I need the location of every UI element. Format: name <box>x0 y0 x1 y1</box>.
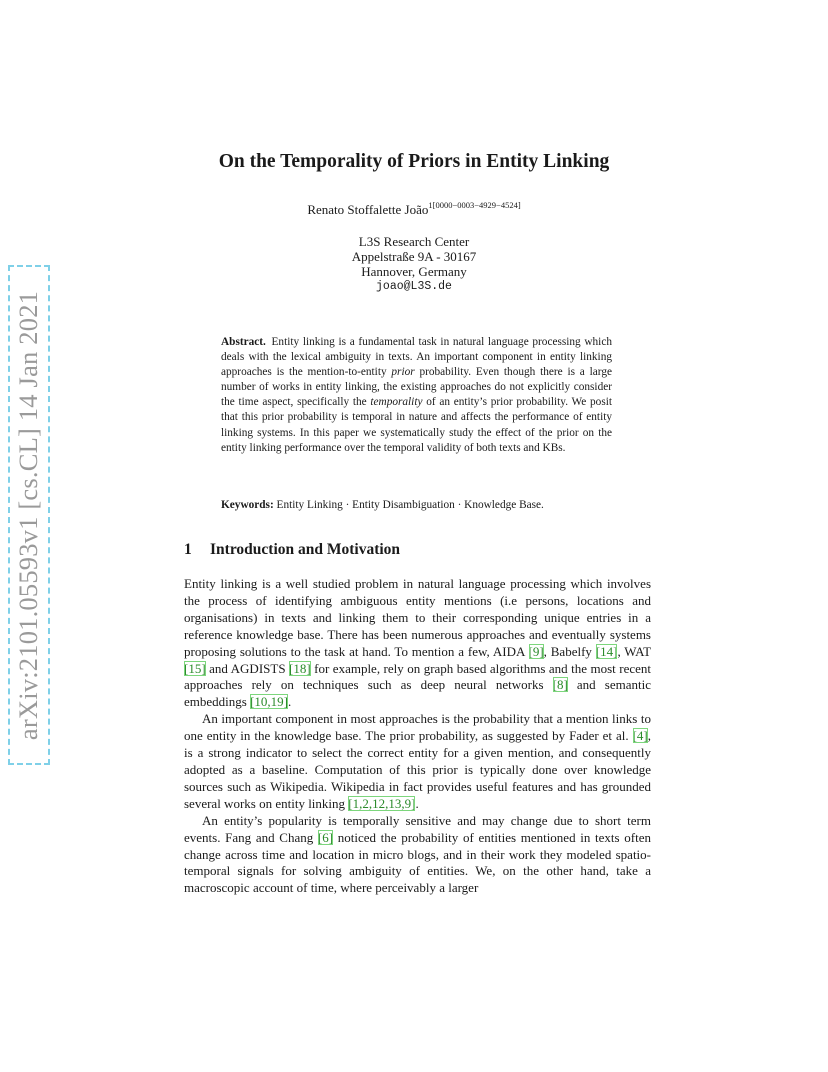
paragraph-text: An important component in most approaches is the probability that a mention links to one entity in the knowledge base. The prior probability, as suggested by Fader et al. <box>184 711 651 744</box>
abstract <box>221 335 612 456</box>
section-title: Introduction and Motivation <box>210 541 401 558</box>
paragraph-text: . <box>415 795 419 811</box>
author-line <box>0 202 828 218</box>
citation-link[interactable]: [14] <box>595 643 618 659</box>
body-text <box>184 576 651 897</box>
affiliation-line-3: Hannover, Germany <box>361 264 467 279</box>
abstract-label: Abstract. <box>221 336 266 348</box>
author-name: Renato Stoffalette João <box>307 202 429 217</box>
paragraph-3 <box>184 813 651 898</box>
paragraph-text: , is a strong indicator to select the correct entity for a given mention, and consequently adopted as a baseline. Computation of this prior is typically done over knowledge sources such as Wikipedia. Wikipedia in fact provides useful features and has grounded several works on entity linking <box>184 728 651 811</box>
citation-link[interactable]: [1,2,12,13,9] <box>348 795 416 811</box>
section-heading <box>184 541 400 559</box>
author-orcid: 1[0000−0003−4929−4524] <box>428 200 521 210</box>
keywords-text: Entity Linking · Entity Disambiguation · Knowledge Base. <box>276 499 544 511</box>
citation-link[interactable]: [10,19] <box>250 694 288 710</box>
abstract-emphasis-temporality: temporality <box>370 396 423 409</box>
citation-link[interactable]: [8] <box>552 677 568 693</box>
citation-link[interactable]: [9] <box>528 643 544 659</box>
paragraph-text: An entity’s popularity is temporally sensitive and may change due to short term events. Fang and Chang <box>184 812 651 845</box>
arxiv-identifier-stamp <box>8 265 50 765</box>
paragraph-text: noticed the probability of entities mentioned in texts often change across time and location in micro blogs, and in their work they modeled spatio-temporal signals for solving ambiguity of entities. We, on the other hand, take a macroscopic account of time, where perceivably a larger <box>184 829 651 896</box>
paragraph-text: and AGDISTS <box>205 660 290 676</box>
abstract-text-1: Entity linking is a fundamental task in natural language processing which deals with the lexical ambiguity in texts. An important component in entity linking approaches is the mention-to-entity <box>221 336 612 379</box>
citation-link[interactable]: [6] <box>317 829 334 845</box>
paragraph-text: for example, rely on graph based algorithms and the most recent approaches rely on techniques such as deep neural networks <box>184 660 651 693</box>
citation-link[interactable]: [15] <box>184 660 206 676</box>
paragraph-text: , WAT <box>617 643 652 659</box>
paper-title: On the Temporality of Priors in Entity Linking <box>218 151 610 172</box>
affiliation-line-1: L3S Research Center <box>358 234 470 249</box>
abstract-emphasis-prior: prior <box>391 366 415 379</box>
section-number: 1 <box>184 541 192 558</box>
keywords <box>221 499 621 511</box>
author-email: joao@L3S.de <box>376 280 452 293</box>
paragraph-text: Entity linking is a well studied problem in natural language processing which involves the process of identifying ambiguous entity mentions (i.e persons, locations and organisations) in texts and linking them to their corresponding unique entries in a reference knowledge base. There has been numerous approaches and eventually systems proposing solutions to the task at hand. To mention a few, AIDA <box>184 576 651 659</box>
keywords-label: Keywords: <box>221 499 274 511</box>
affiliation-line-2: Appelstraße 9A - 30167 <box>351 249 477 264</box>
affiliation-block <box>0 234 828 294</box>
paragraph-text: and semantic embeddings <box>184 677 651 710</box>
paragraph-2 <box>184 711 651 812</box>
citation-link[interactable]: [18] <box>289 660 311 676</box>
paragraph-1 <box>184 576 651 711</box>
paragraph-text: . <box>288 694 292 710</box>
citation-link[interactable]: [4] <box>632 728 648 744</box>
abstract-text-3: of an entity’s prior probability. We posit that this prior probability is temporal in nature and affects the performance of entity linking systems. In this paper we systematically study the effect of the prior on the entity linking performance over the temporal validity of both texts and KBs. <box>221 396 613 454</box>
abstract-text-2: probability. Even though there is a large number of works in entity linking, the existing approaches do not explicitly consider the time aspect, specifically the <box>221 366 612 409</box>
arxiv-identifier-text: arXiv:2101.05593v1 [cs.CL] 14 Jan 2021 <box>13 290 44 740</box>
paragraph-text: , Babelfy <box>543 643 596 659</box>
